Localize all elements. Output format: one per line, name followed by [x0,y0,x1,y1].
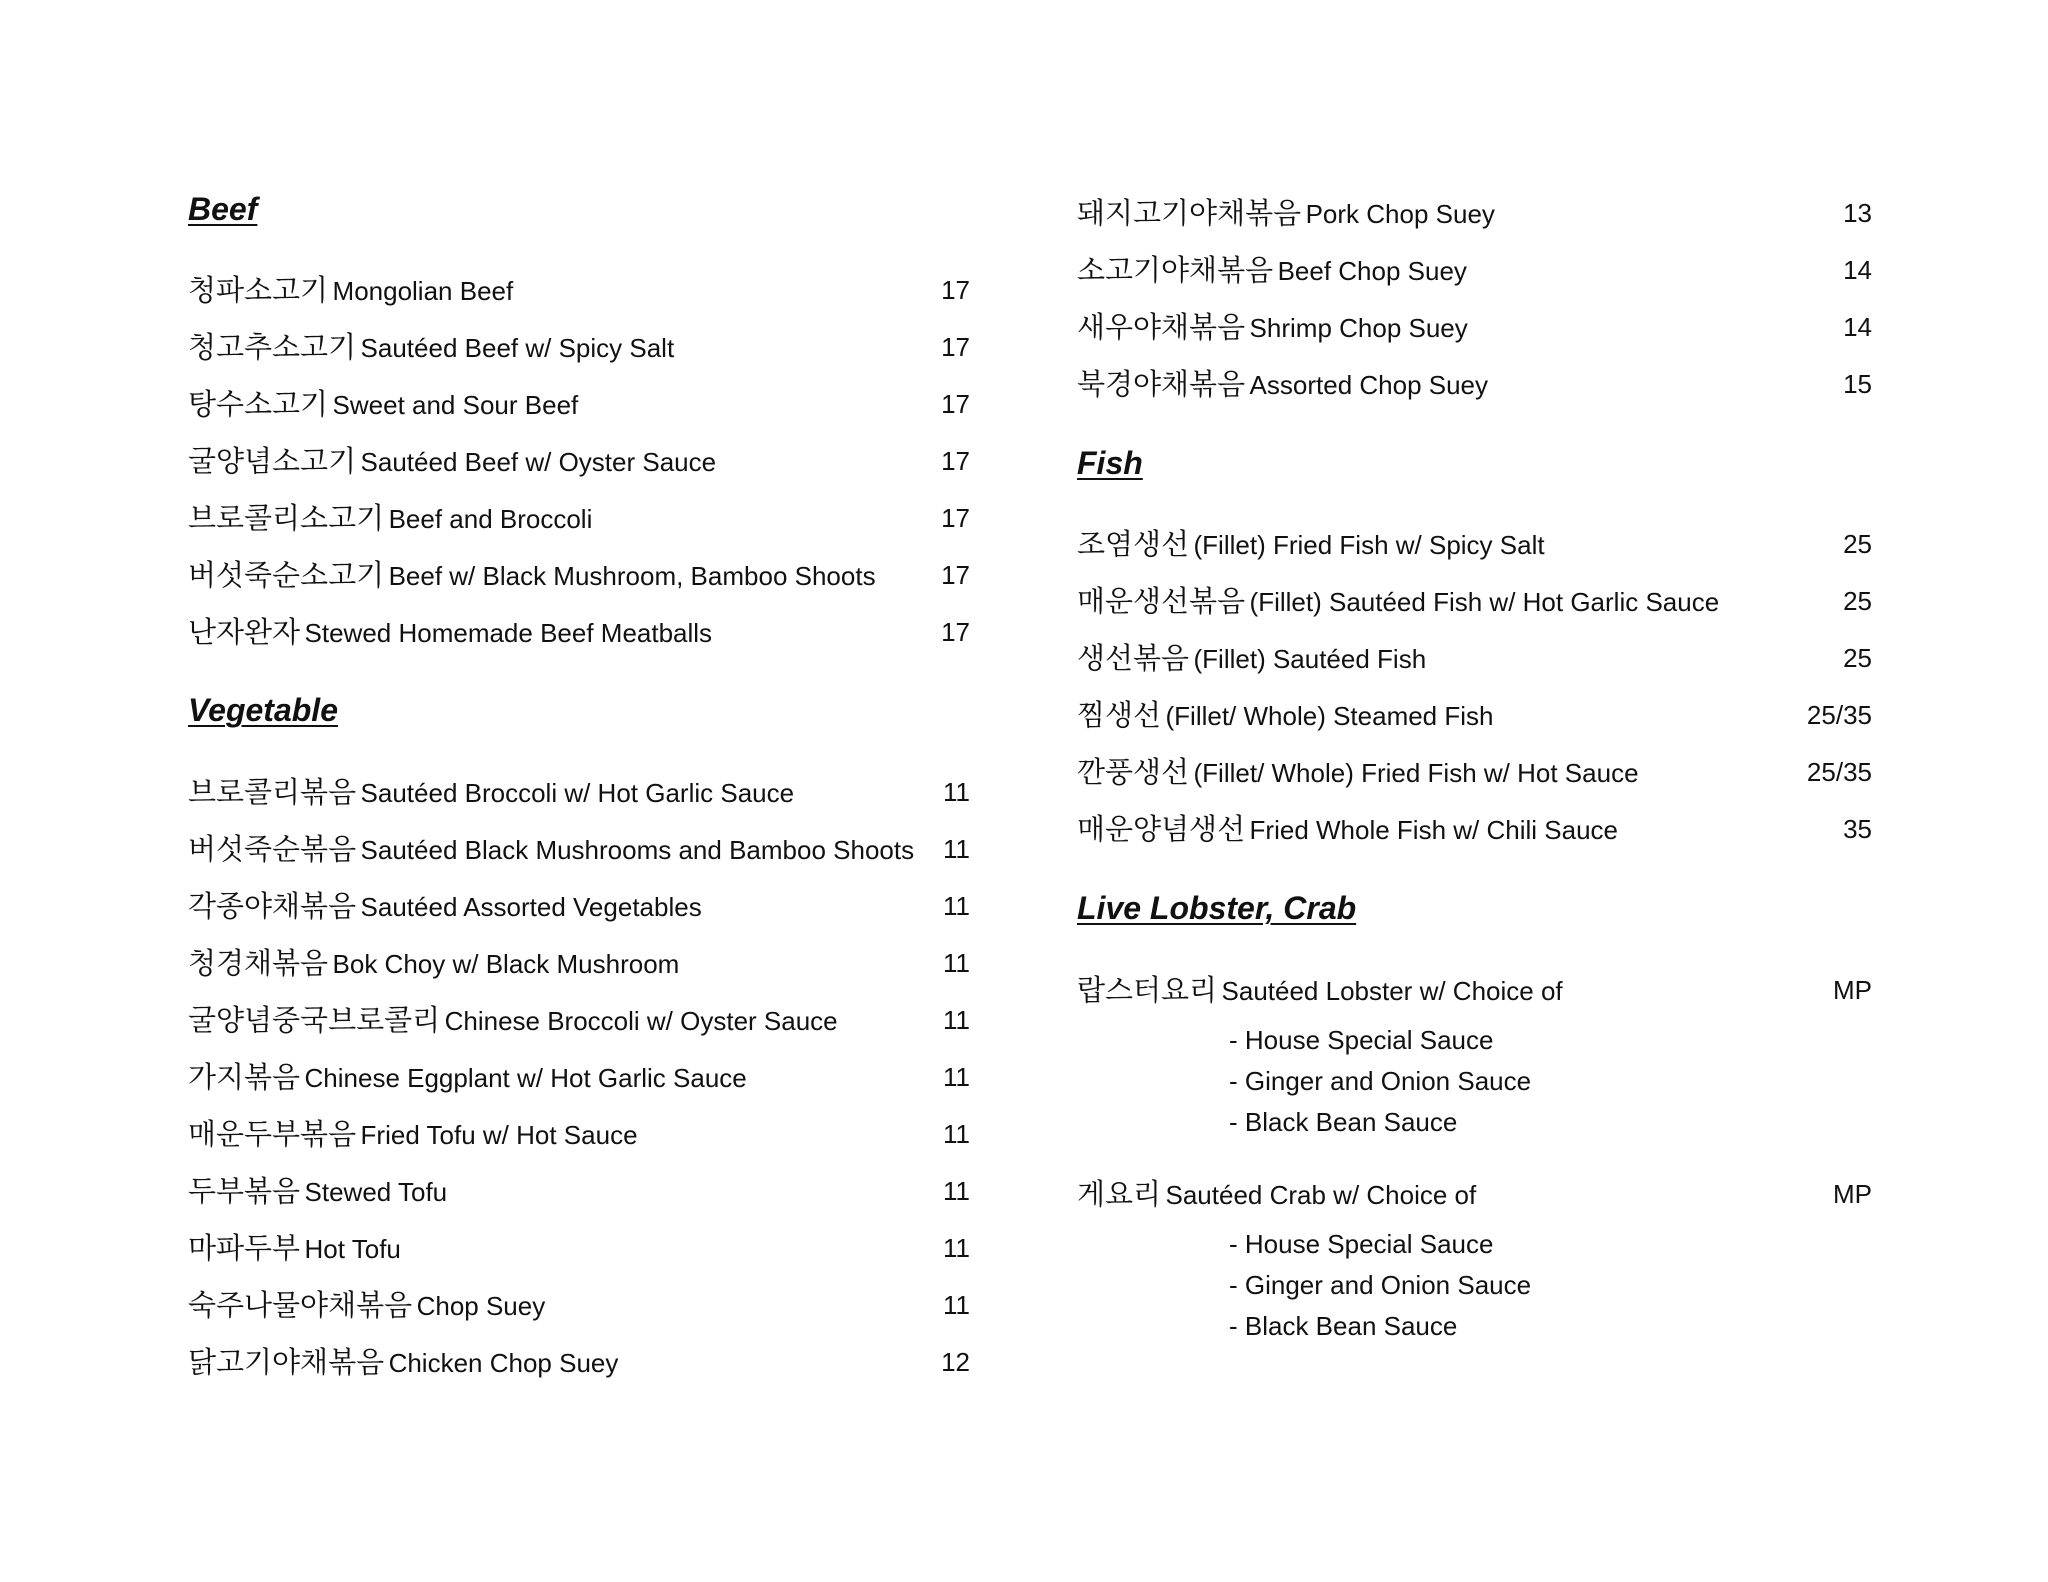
sauce-option: - House Special Sauce [1229,1229,1494,1259]
item-english-name: Sweet and Sour Beef [332,390,579,420]
sauce-option: - Black Bean Sauce [1229,1311,1458,1341]
item-english-name: (Fillet/ Whole) Steamed Fish [1165,701,1494,731]
item-price: MP [1833,975,1872,1005]
item-price: 13 [1843,198,1872,228]
item-price: MP [1833,1179,1872,1209]
item-korean-name: 매운두부볶음 [188,1117,357,1151]
menu-item [188,612,970,652]
item-price: 14 [1843,255,1872,285]
menu-item [1077,581,1872,621]
item-english-name: Shrimp Chop Suey [1249,313,1468,343]
item-name [1077,307,1468,353]
menu-item [1077,695,1872,735]
item-korean-name: 굴양념중국브로콜리 [188,1003,441,1037]
item-price: 25 [1843,643,1872,673]
item-name [1077,581,1719,627]
item-korean-name: 가지볶음 [188,1060,301,1094]
item-name [1077,364,1488,410]
item-english-name: (Fillet/ Whole) Fried Fish w/ Hot Sauce [1193,758,1639,788]
item-english-name: (Fillet) Sautéed Fish [1193,644,1427,674]
item-name [188,612,712,658]
item-korean-name: 매운생선볶음 [1077,584,1246,618]
item-english-name: Sautéed Assorted Vegetables [360,892,702,922]
item-korean-name: 브로콜리볶음 [188,775,357,809]
menu-item [1077,364,1872,404]
item-price: 25/35 [1806,700,1872,730]
item-name [188,384,578,430]
item-english-name: Sautéed Beef w/ Spicy Salt [360,333,675,363]
item-english-name: Fried Whole Fish w/ Chili Sauce [1249,815,1619,845]
item-korean-name: 두부볶음 [188,1174,301,1208]
item-korean-name: 난자완자 [188,615,301,649]
item-price: 17 [941,446,970,476]
item-korean-name: 조염생선 [1077,527,1190,561]
menu-item [188,1000,970,1040]
menu-item [188,498,970,538]
item-name [188,1000,838,1046]
item-korean-name: 찜생선 [1077,698,1162,732]
item-price: 11 [943,777,970,807]
item-name [188,829,914,875]
sauce-option: - Black Bean Sauce [1229,1107,1458,1137]
item-english-name: Sautéed Crab w/ Choice of [1165,1180,1477,1210]
item-price: 25 [1843,586,1872,616]
item-korean-name: 청고추소고기 [188,330,357,364]
item-price: 11 [943,1005,970,1035]
item-english-name: Beef and Broccoli [388,504,593,534]
item-name [1077,524,1545,570]
item-english-name: Beef Chop Suey [1277,256,1467,286]
item-english-name: Pork Chop Suey [1305,199,1495,229]
item-name [1077,1174,1476,1220]
item-price: 35 [1843,814,1872,844]
item-english-name: Chinese Eggplant w/ Hot Garlic Sauce [304,1063,747,1093]
item-price: 17 [941,275,970,305]
item-name [188,555,876,601]
section-title-beef: Beef [188,191,258,227]
item-english-name: (Fillet) Fried Fish w/ Spicy Salt [1193,530,1545,560]
item-korean-name: 마파두부 [188,1231,301,1265]
item-name [188,1171,447,1217]
item-korean-name: 랍스터요리 [1077,973,1218,1007]
item-name [1077,250,1467,296]
item-korean-name: 닭고기야채볶음 [188,1345,385,1379]
item-korean-name: 브로콜리소고기 [188,501,385,535]
item-korean-name: 게요리 [1077,1177,1162,1211]
item-korean-name: 탕수소고기 [188,387,329,421]
item-name [188,1342,618,1388]
item-english-name: Chop Suey [416,1291,546,1321]
item-korean-name: 버섯죽순볶음 [188,832,357,866]
sauce-option: - Ginger and Onion Sauce [1229,1270,1532,1300]
item-name [1077,193,1495,239]
item-name [188,327,674,373]
sauce-option: - House Special Sauce [1229,1025,1494,1055]
item-name [188,1285,545,1331]
menu-item [1077,752,1872,792]
item-korean-name: 각종야채볶음 [188,889,357,923]
item-price: 17 [941,332,970,362]
item-price: 11 [943,1062,970,1092]
item-english-name: (Fillet) Sautéed Fish w/ Hot Garlic Sauce [1249,587,1720,617]
item-english-name: Mongolian Beef [332,276,514,306]
item-english-name: Beef w/ Black Mushroom, Bamboo Shoots [388,561,876,591]
item-price: 11 [943,834,970,864]
item-korean-name: 소고기야채볶음 [1077,253,1274,287]
item-korean-name: 굴양념소고기 [188,444,357,478]
menu-item [188,886,970,926]
menu-item [1077,1174,1872,1214]
item-name [188,1228,401,1274]
item-price: 11 [943,891,970,921]
item-name [188,886,702,932]
item-name [188,1057,747,1103]
menu-item [188,327,970,367]
item-korean-name: 청파소고기 [188,273,329,307]
item-name [188,772,794,818]
item-korean-name: 숙주나물야채볶음 [188,1288,413,1322]
menu-item [188,1114,970,1154]
menu-item [1077,193,1872,233]
menu-item [188,555,970,595]
item-korean-name: 새우야채볶음 [1077,310,1246,344]
item-english-name: Sautéed Broccoli w/ Hot Garlic Sauce [360,778,795,808]
item-name [1077,638,1426,684]
item-name [188,943,679,989]
item-price: 25 [1843,529,1872,559]
item-price: 11 [943,1119,970,1149]
menu-item [188,441,970,481]
item-name [188,270,513,316]
item-english-name: Stewed Tofu [304,1177,448,1207]
item-english-name: Hot Tofu [304,1234,401,1264]
item-price: 17 [941,389,970,419]
item-name [188,498,592,544]
item-english-name: Sautéed Beef w/ Oyster Sauce [360,447,717,477]
item-name [1077,752,1639,798]
item-korean-name: 북경야채볶음 [1077,367,1246,401]
item-english-name: Chinese Broccoli w/ Oyster Sauce [444,1006,838,1036]
item-name [1077,970,1563,1016]
menu-item [188,1057,970,1097]
item-price: 12 [941,1347,970,1377]
sauce-option: - Ginger and Onion Sauce [1229,1066,1532,1096]
item-korean-name: 깐풍생선 [1077,755,1190,789]
menu-item [188,1285,970,1325]
menu-item [1077,307,1872,347]
section-title-lobster-crab: Live Lobster, Crab [1077,890,1357,926]
menu-item [1077,809,1872,849]
item-price: 11 [943,1233,970,1263]
item-name [1077,809,1618,855]
item-korean-name: 돼지고기야채볶음 [1077,196,1302,230]
menu-item [188,1342,970,1382]
item-korean-name: 매운양념생선 [1077,812,1246,846]
item-price: 11 [943,948,970,978]
item-korean-name: 청경채볶음 [188,946,329,980]
item-korean-name: 버섯죽순소고기 [188,558,385,592]
item-price: 17 [941,503,970,533]
menu-item [1077,524,1872,564]
menu-item [188,829,970,869]
menu-item [188,1228,970,1268]
menu-item [188,1171,970,1211]
item-name [188,1114,638,1160]
item-english-name: Bok Choy w/ Black Mushroom [332,949,680,979]
item-english-name: Sautéed Black Mushrooms and Bamboo Shoots [360,835,915,865]
item-english-name: Fried Tofu w/ Hot Sauce [360,1120,638,1150]
item-name [1077,695,1493,741]
section-title-vegetable: Vegetable [188,692,338,728]
item-english-name: Assorted Chop Suey [1249,370,1489,400]
menu-item [188,384,970,424]
item-english-name: Chicken Chop Suey [388,1348,619,1378]
menu-item [1077,970,1872,1010]
item-korean-name: 생선볶음 [1077,641,1190,675]
item-price: 15 [1843,369,1872,399]
item-price: 11 [943,1176,970,1206]
item-price: 17 [941,560,970,590]
menu-item [188,943,970,983]
section-title-fish: Fish [1077,445,1143,481]
item-name [188,441,716,487]
item-price: 11 [943,1290,970,1320]
item-price: 14 [1843,312,1872,342]
item-price: 17 [941,617,970,647]
item-english-name: Sautéed Lobster w/ Choice of [1221,976,1563,1006]
menu-item [1077,638,1872,678]
menu-item [188,772,970,812]
menu-item [1077,250,1872,290]
item-english-name: Stewed Homemade Beef Meatballs [304,618,713,648]
item-price: 25/35 [1806,757,1872,787]
menu-item [188,270,970,310]
